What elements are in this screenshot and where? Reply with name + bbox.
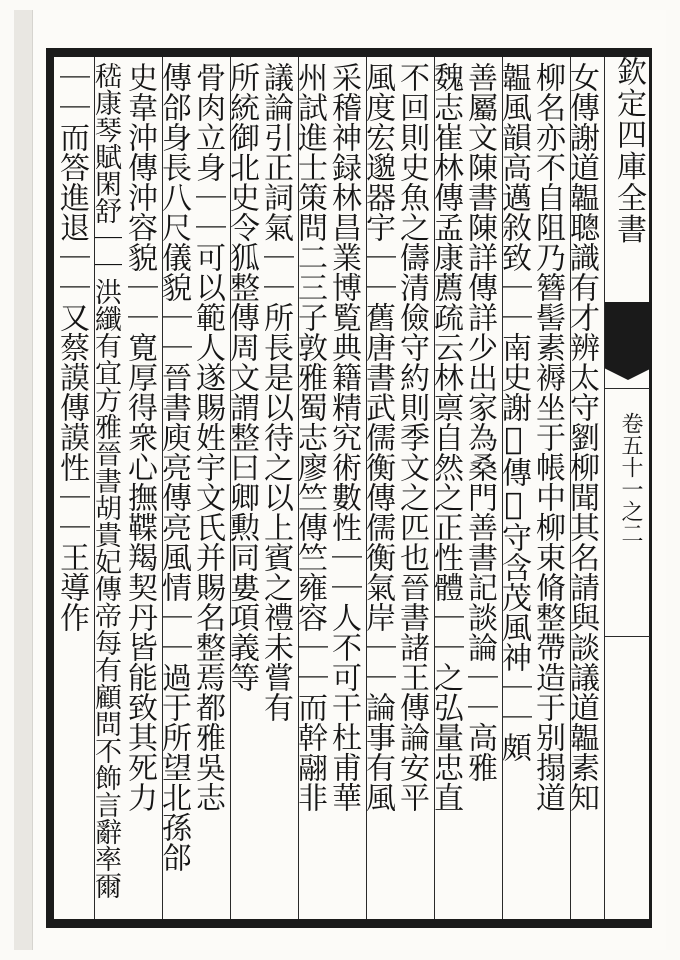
text-column: 嵇康琴賦閑舒｜｜洪纖有宜方雅晉書胡貴妃傳帝每有顧問不飾言辭率爾 bbox=[90, 62, 121, 899]
text-column: 州試進士策問二三子敦雅蜀志廖竺傳竺雍容｜｜而幹翮非 bbox=[292, 62, 327, 812]
text-column: 傳郃身長八尺儀貌｜｜晉書庾亮傳亮風情｜｜過于所望北孫郃 bbox=[156, 62, 191, 872]
column-rule bbox=[162, 57, 163, 919]
text-column: 柳名亦不自阻乃簪髻素褥坐于帳中柳束脩整帶造于别搨道 bbox=[530, 62, 565, 812]
text-column: 采稽神録林昌業博覧典籍精究術數性｜｜人不可干杜甫華 bbox=[326, 62, 361, 812]
book-title: 欽定四庫全書 bbox=[611, 56, 646, 245]
column-rule bbox=[94, 57, 95, 919]
text-column: 女傳謝道韞聰識有才辨太守劉柳聞其名請與談議道韞素知 bbox=[564, 62, 599, 812]
column-rule bbox=[502, 57, 503, 919]
text-column: 韞風韻高邁敘致｜｜南史謝𣆀傳𣆀守含茂風神｜｜頗 bbox=[496, 62, 531, 762]
column-rule bbox=[604, 57, 605, 919]
text-column: 骨肉立身｜｜可以範人遂賜姓宇文氏并賜名整焉都雅吳志 bbox=[190, 62, 225, 812]
text-column: 善屬文陳書陳詳傳詳少出家為桑門善書記談論｜｜高雅 bbox=[462, 62, 497, 782]
text-column: ｜｜而答進退｜｜又蔡謨傳謨性｜｜王導作 bbox=[54, 62, 89, 632]
page bbox=[14, 10, 666, 950]
text-column: 所統御北史令狐整傳周文謂整曰卿勲同婁項義等 bbox=[224, 62, 259, 692]
side-rule bbox=[604, 636, 650, 637]
binding-edge bbox=[14, 10, 33, 950]
volume-label: 卷五十一之二 bbox=[618, 412, 643, 544]
text-column: 不回則史魚之儔清儉守約則季文之匹也晉書諸王傳論安平 bbox=[394, 62, 429, 812]
text-column: 議論引正詞氣｜｜所長是以待之以上賓之禮未嘗有 bbox=[258, 62, 293, 722]
column-rule bbox=[570, 57, 571, 919]
column-rule bbox=[434, 57, 435, 919]
text-column: 魏志崔林傳孟康薦疏云林禀自然之正性體｜｜之弘量忠直 bbox=[428, 62, 463, 812]
side-rule bbox=[604, 388, 650, 389]
text-column: 史韋沖傳沖容貌｜｜寛厚得衆心撫鞢羯契丹皆能致其死力 bbox=[122, 62, 157, 812]
column-rule bbox=[230, 57, 231, 919]
column-rule bbox=[366, 57, 367, 919]
text-column: 風度宏邈器宇｜｜舊唐書武儒衡傳儒衡氣岸｜｜論事有風 bbox=[360, 62, 395, 812]
fish-tail-mark bbox=[604, 302, 652, 368]
column-rule bbox=[298, 57, 299, 919]
